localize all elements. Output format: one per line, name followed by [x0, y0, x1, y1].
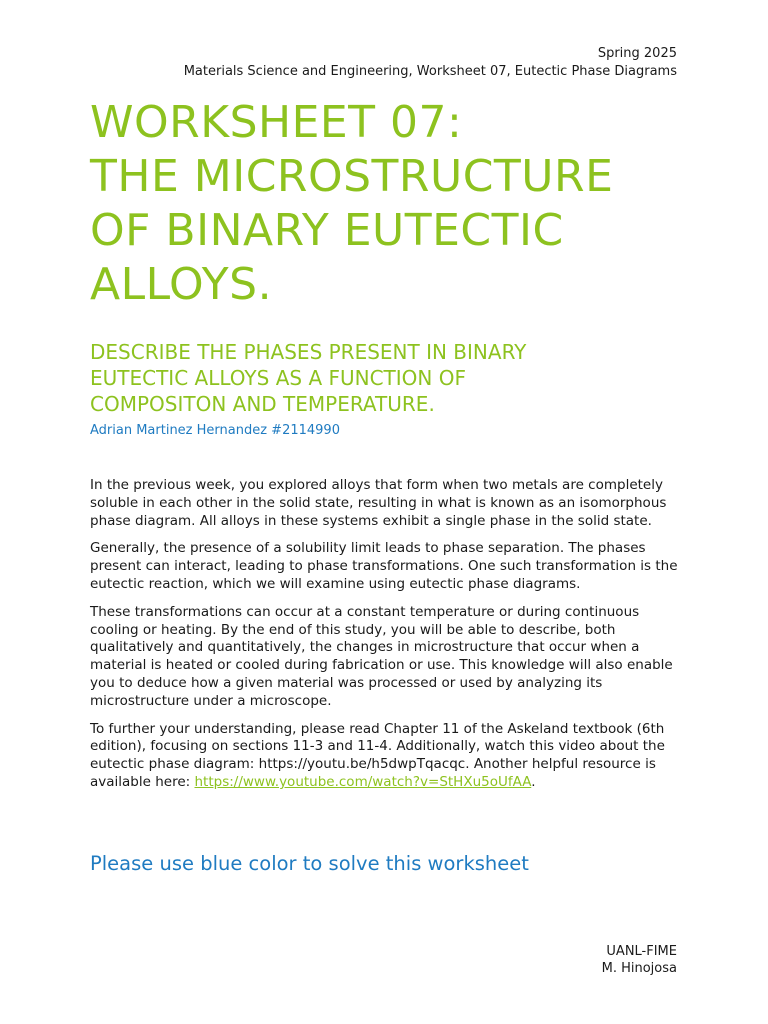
title-line: OF BINARY EUTECTIC [90, 205, 564, 256]
paragraph-resources [90, 721, 680, 792]
paragraph: Generally, the presence of a solubility limit leads to phase separation. The phases present can interact, leading to phase transformations. One such transformation is the eutectic reaction, which we will examine using eutectic phase diagrams. [90, 540, 678, 592]
paragraph: These transformations can occur at a constant temperature or during continuous cooling or heating. By the end of this study, you will be able to describe, both qualitatively and quantitatively, the changes in microstructure that occur when a material is heated or cooled during fabrication or use. This knowledge will also enable you to deduce how a given material was processed or used by analyzing its microstructure under a microscope. [90, 603, 673, 709]
page-footer [602, 943, 677, 977]
worksheet-subtitle [90, 339, 690, 417]
student-name: Adrian Martinez Hernandez #2114990 [90, 423, 340, 438]
header-term: Spring 2025 [597, 46, 677, 61]
title-line: ALLOYS. [90, 259, 273, 310]
body-text [90, 477, 680, 802]
instruction-text: Please use blue color to solve this worksheet [90, 852, 529, 875]
paragraph-end: . [531, 773, 536, 790]
header-course-line: Materials Science and Engineering, Worksheet 07, Eutectic Phase Diagrams [183, 64, 677, 79]
footer-author: M. Hinojosa [601, 961, 677, 976]
subtitle-line: EUTECTIC ALLOYS AS A FUNCTION OF [90, 366, 466, 390]
paragraph-text: To further your understanding, please read Chapter 11 of the Askeland textbook (6th edition), focusing on sections 11-3 and 11-4. Additionally, watch this video about the eutectic phase diagram: https://youtu.be/h5dwpTqacqc. Another helpful resource is available here: [90, 720, 665, 790]
footer-institution: UANL-FIME [606, 944, 677, 959]
title-line: WORKSHEET 07: [90, 97, 463, 148]
youtube-link[interactable]: https://www.youtube.com/watch?v=StHXu5oUfAA [194, 773, 532, 790]
subtitle-line: COMPOSITON AND TEMPERATURE. [90, 392, 435, 416]
title-line: THE MICROSTRUCTURE [90, 151, 614, 202]
paragraph: In the previous week, you explored alloys that form when two metals are completely soluble in each other in the solid state, resulting in what is known as an isomorphous phase diagram. All alloys in these systems exhibit a single phase in the solid state. [90, 477, 667, 529]
worksheet-title [90, 96, 690, 312]
page-header [184, 45, 677, 81]
subtitle-line: DESCRIBE THE PHASES PRESENT IN BINARY [90, 340, 527, 364]
